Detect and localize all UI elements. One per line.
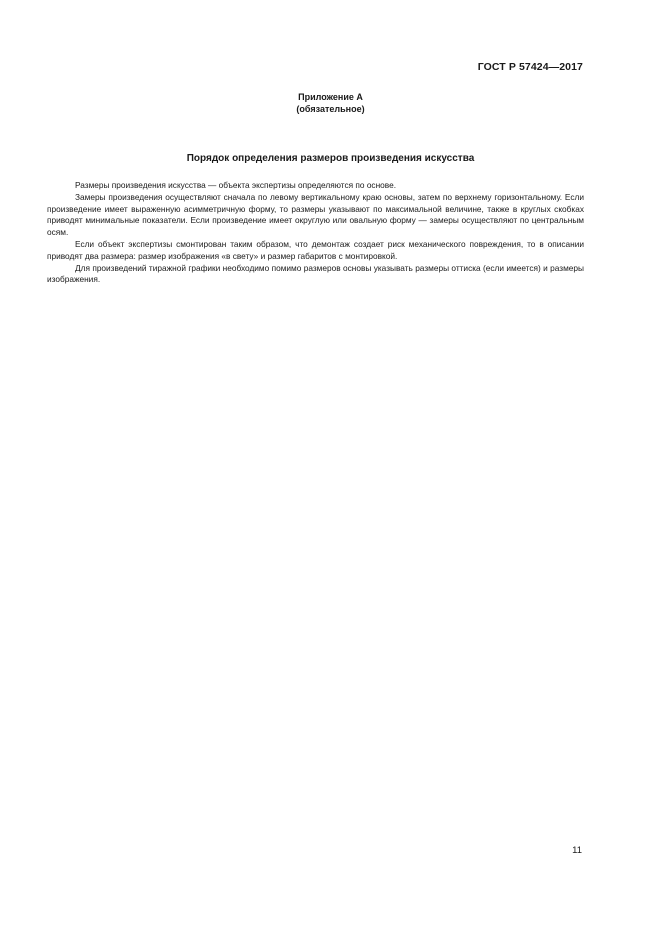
annex-heading (0, 91, 661, 115)
section-title: Порядок определения размеров произведения искусства (186, 153, 475, 164)
annex-title: Приложение А (298, 92, 363, 102)
document-code: ГОСТ Р 57424—2017 (477, 61, 583, 73)
page-number: 11 (572, 845, 582, 856)
paragraph: Размеры произведения искусства — объекта экспертизы определяются по основе. (75, 180, 397, 190)
paragraph: Если объект экспертизы смонтирован таким образом, что демонтаж создает риск механического повреждения, то в описании приводят два размера: размер изображения «в свету» и размер габаритов с монтировкой. (47, 238, 584, 261)
annex-status: (обязательное) (296, 104, 365, 114)
paragraph: Замеры произведения осуществляют сначала по левому вертикальному краю основы, затем по верхнему горизонтальному. Если произведение имеет выраженную асимметричную форму, то размеры указывают по максимальной величине, также в круглых скобках приводят минимальные показатели. Если произведение имеет округлую или овальную форму — замеры осуществляют по центральным осям. (47, 191, 584, 238)
body-text (47, 180, 584, 286)
paragraph: Для произведений тиражной графики необходимо помимо размеров основы указывать размеры оттиска (если имеется) и размеры изображения. (47, 262, 584, 285)
